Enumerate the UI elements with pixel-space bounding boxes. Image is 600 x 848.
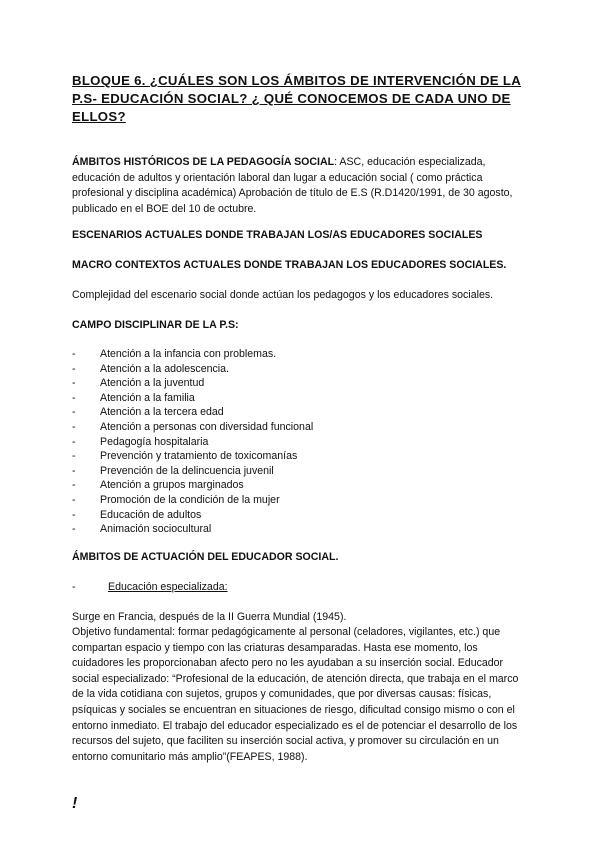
list-item xyxy=(72,420,532,435)
list-item xyxy=(72,478,532,493)
list-item xyxy=(72,493,532,508)
list-dash: - xyxy=(72,435,76,448)
list-item-text: Atención a la tercera edad xyxy=(100,406,224,419)
ambitos-heading: ÁMBITOS DE ACTUACIÓN DEL EDUCADOR SOCIAL. xyxy=(72,551,339,563)
list-item-text: Promoción de la condición de la mujer xyxy=(100,493,280,506)
list-item-text: Atención a grupos marginados xyxy=(100,479,244,492)
list-dash: - xyxy=(72,391,76,404)
list-item xyxy=(72,347,532,362)
list-item-text: Prevención y tratamiento de toxicomanías xyxy=(100,450,298,463)
list-dash: - xyxy=(72,479,76,492)
list-dash: - xyxy=(72,406,76,419)
list-dash: - xyxy=(72,493,76,506)
body-line: Surge en Francia, después de la II Guerra Mundial (1945). xyxy=(72,611,347,623)
subsection-title: Educación especializada: xyxy=(108,581,228,593)
list-item-text: Pedagogía hospitalaria xyxy=(100,435,209,448)
complejidad-text: Complejidad del escenario social donde actúan los pedagogos y los educadores sociales. xyxy=(72,289,494,301)
list-item-text: Atención a la adolescencia. xyxy=(100,362,229,375)
list-dash: - xyxy=(72,362,76,375)
list-item-text: Atención a la juventud xyxy=(100,377,205,390)
list-item-text: Atención a personas con diversidad funcional xyxy=(100,420,314,433)
body-paragraph: Objetivo fundamental: formar pedagógicamente al personal (celadores, vigilantes, etc.) que compartan espacio y tiempo con las criaturas desamparadas. Hasta ese momento, los cuidadores les proporcionaban afecto pero no les ayudaban a su inserción social. Educador social especializado: “Profesional de la educación, de atención directa, que trabaja en el marco de la vida cotidiana con sujetos, grupos y comunidades, que por diversas causas: físicas, psíquicas y sociales se encuentran en situaciones de riesgo, dificultad consigo mismo o con el entorno inmediato. El trabajo del educador especializado es el de potenciar el desarrollo de los recursos del sujeto, que faciliten su inserción social activa, y promover su circulación en un entorno comunitario más amplio”(FEAPES, 1988). xyxy=(72,626,519,763)
list-item xyxy=(72,376,532,391)
list-item-text: Atención a la infancia con problemas. xyxy=(100,348,277,360)
list-item xyxy=(72,435,532,450)
list-item xyxy=(72,405,532,420)
campo-list xyxy=(72,347,532,537)
list-item-text: Prevención de la delincuencia juvenil xyxy=(100,464,274,477)
list-dash: - xyxy=(72,348,76,360)
subsection-dash: - xyxy=(72,581,76,593)
list-dash: - xyxy=(72,464,76,477)
campo-heading: CAMPO DISCIPLINAR DE LA P.S: xyxy=(72,319,239,331)
list-item xyxy=(72,522,532,537)
list-dash: - xyxy=(72,377,76,390)
list-dash: - xyxy=(72,523,76,536)
page-title: BLOQUE 6. ¿CUÁLES SON LOS ÁMBITOS DE INTERVENCIÓN DE LA P.S- EDUCACIÓN SOCIAL? ¿ QUÉ CONOCEMOS DE CADA UNO DE ELLOS? xyxy=(72,73,522,124)
list-item-text: Educación de adultos xyxy=(100,508,202,521)
historicos-heading: ÁMBITOS HISTÓRICOS DE LA PEDAGOGÍA SOCIAL xyxy=(72,156,335,168)
list-item-text: Atención a la familia xyxy=(100,391,195,404)
list-item-text: Animación sociocultural xyxy=(100,523,212,536)
historicos-paragraph xyxy=(72,155,532,217)
macro-heading: MACRO CONTEXTOS ACTUALES DONDE TRABAJAN LOS EDUCADORES SOCIALES. xyxy=(72,259,507,271)
historicos-text: : ASC, educación especializada, educación de adultos y orientación laboral dan lugar a educación social ( como práctica profesional y disciplina académica) Aprobación de título de E.S (R.D1420/1991, de 30 agosto, publicado en el BOE del 10 de octubre. xyxy=(72,156,513,215)
footer-mark: ! xyxy=(72,795,78,812)
list-item xyxy=(72,508,532,523)
subsection-heading xyxy=(72,580,228,595)
list-dash: - xyxy=(72,420,76,433)
list-item xyxy=(72,362,532,377)
list-dash: - xyxy=(72,508,76,521)
list-item xyxy=(72,464,532,479)
escenarios-heading: ESCENARIOS ACTUALES DONDE TRABAJAN LOS/AS EDUCADORES SOCIALES xyxy=(72,229,483,241)
list-item xyxy=(72,449,532,464)
list-dash: - xyxy=(72,450,76,463)
list-item xyxy=(72,391,532,406)
